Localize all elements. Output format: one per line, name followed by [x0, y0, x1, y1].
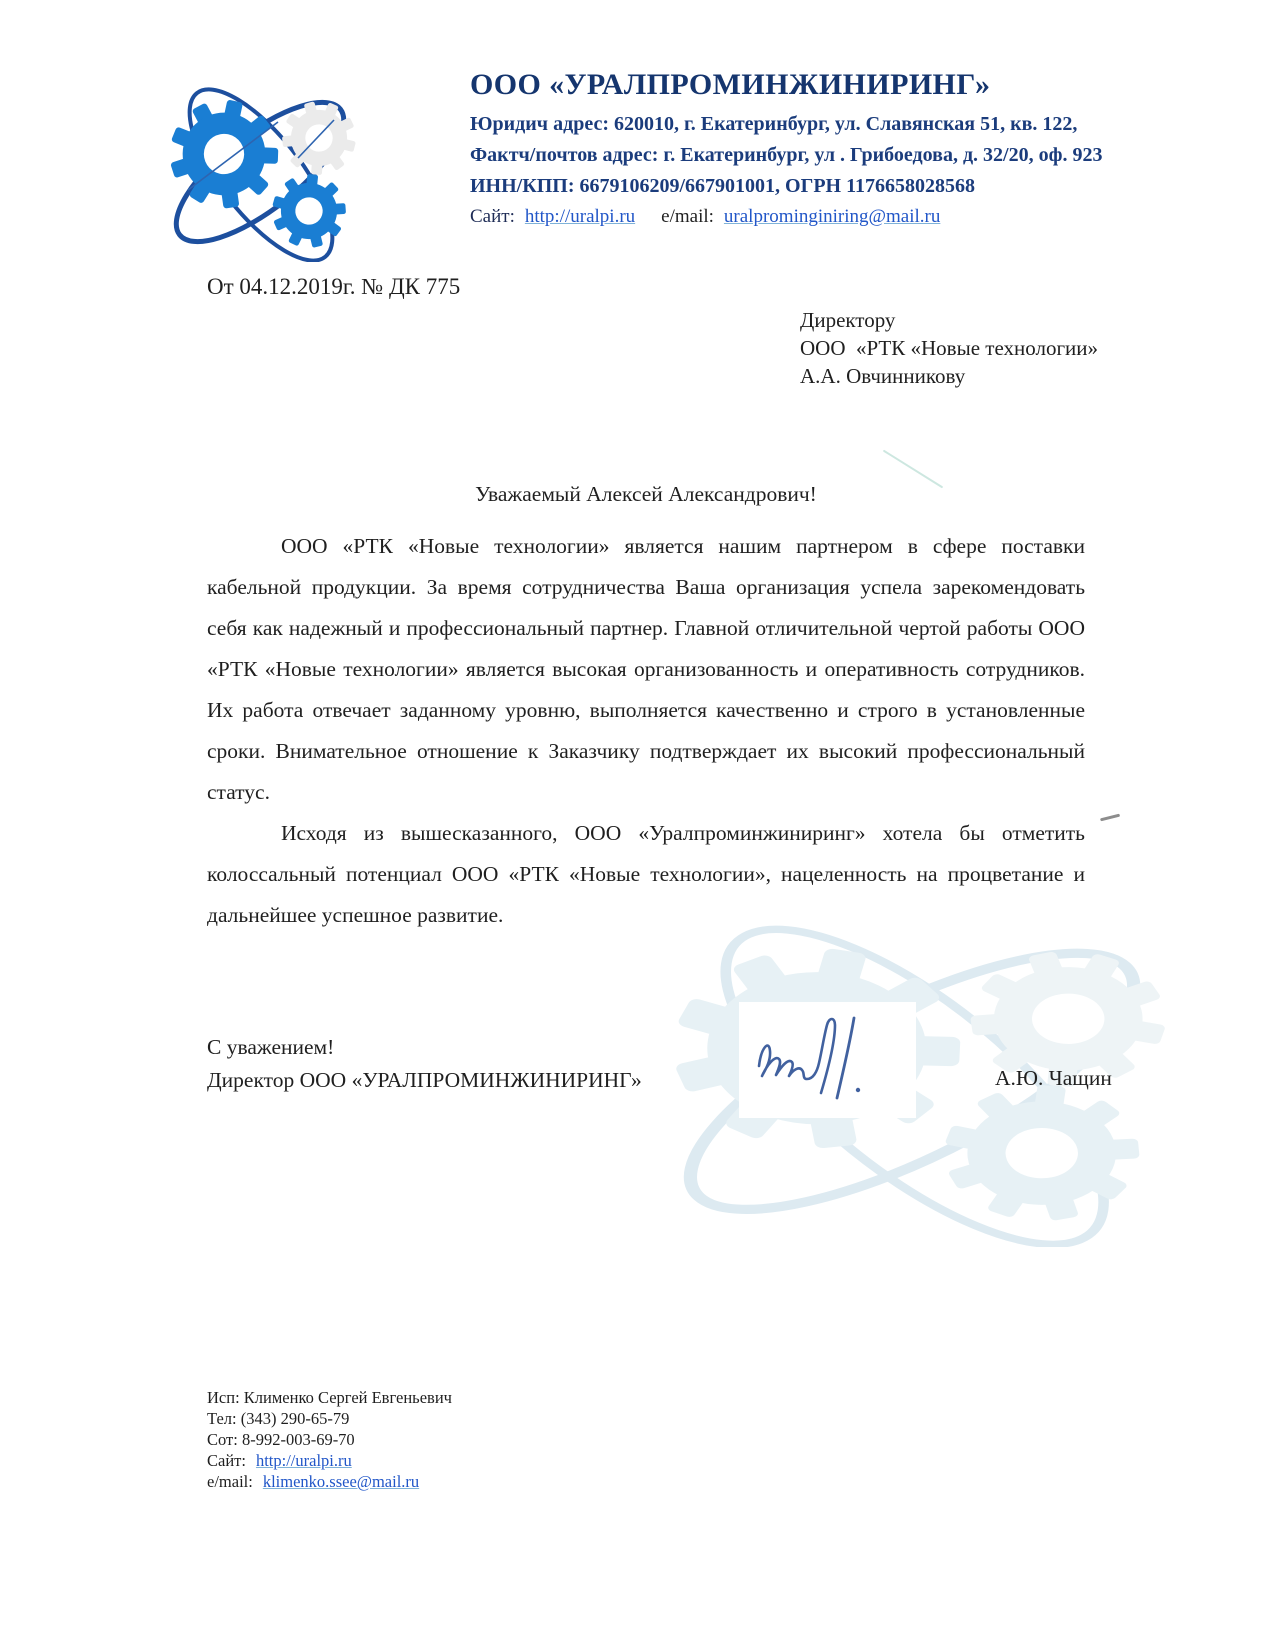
header-contacts	[470, 202, 1110, 232]
recipient-person: А.А. Овчинникову	[800, 364, 966, 388]
email-link: uralprominginiring@mail.ru	[723, 206, 941, 227]
mobile-line: Сот: 8-992-003-69-70	[207, 1430, 355, 1449]
recipient-position: Директору	[800, 308, 896, 332]
scan-artifact-pen-dash	[1100, 814, 1120, 821]
body-paragraph-1: ООО «РТК «Новые технологии» является нашим партнером в сфере поставки кабельной продукции. За время сотрудничества Ваша организация успела зарекомендовать себя как надежный и профессиональный партнер. Главной отличительной чертой работы ООО «РТК «Новые технологии» является высокая организованность и оперативность сотрудников. Их работа отвечает заданному уровню, выполняется качественно и строго в установленные сроки. Внимательное отношение к Заказчику подтверждает их высокий профессиональный статус.	[207, 534, 1085, 804]
signer-name: А.Ю. Чащин	[995, 1066, 1112, 1090]
site-link: http://uralpi.ru	[524, 206, 636, 227]
body-paragraph-2: Исходя из вышесказанного, ООО «Уралпроминжиниринг» хотела бы отметить колоссальный потенциал ООО «РТК «Новые технологии», нацеленность на процветание и дальнейшее успешное развитие.	[207, 821, 1085, 927]
salutation: Уважаемый Алексей Александрович!	[475, 482, 817, 506]
executor-line: Исп: Клименко Сергей Евгеньевич	[207, 1388, 452, 1407]
footer-site-label: Сайт:	[207, 1451, 246, 1470]
legal-address: Юридич адрес: 620010, г. Екатеринбург, ул. Славянская 51, кв. 122,	[470, 113, 1078, 135]
email-label: e/mail:	[661, 206, 714, 227]
actual-address: Фактч/почтов адрес: г. Екатеринбург, ул . Грибоедова, д. 32/20, оф. 923	[470, 144, 1103, 166]
recipient-block	[800, 306, 1098, 390]
site-label: Сайт:	[470, 206, 515, 227]
handwritten-signature	[750, 1006, 902, 1108]
recipient-company: ООО «РТК «Новые технологии»	[800, 336, 1099, 360]
reference-line: От 04.12.2019г. № ДК 775	[207, 274, 461, 299]
signer-title: Директор ООО «УРАЛПРОМИНЖИНИРИНГ»	[207, 1068, 642, 1092]
footer-contacts	[207, 1387, 452, 1492]
letter-body	[207, 526, 1085, 936]
phone-line: Тел: (343) 290-65-79	[207, 1409, 350, 1428]
closing-line: С уважением!	[207, 1035, 335, 1059]
letterhead	[470, 68, 1110, 232]
footer-site-link: http://uralpi.ru	[255, 1451, 352, 1470]
footer-email-link: klimenko.ssee@mail.ru	[262, 1472, 420, 1491]
company-name: ООО «УРАЛПРОМИНЖИНИРИНГ»	[470, 68, 991, 101]
inn-ogrn: ИНН/КПП: 6679106209/667901001, ОГРН 1176658028568	[470, 175, 976, 197]
footer-email-label: e/mail:	[207, 1472, 253, 1491]
footer-email-line	[207, 1471, 452, 1492]
footer-site-line	[207, 1450, 452, 1471]
company-gears-logo-icon	[158, 80, 365, 262]
